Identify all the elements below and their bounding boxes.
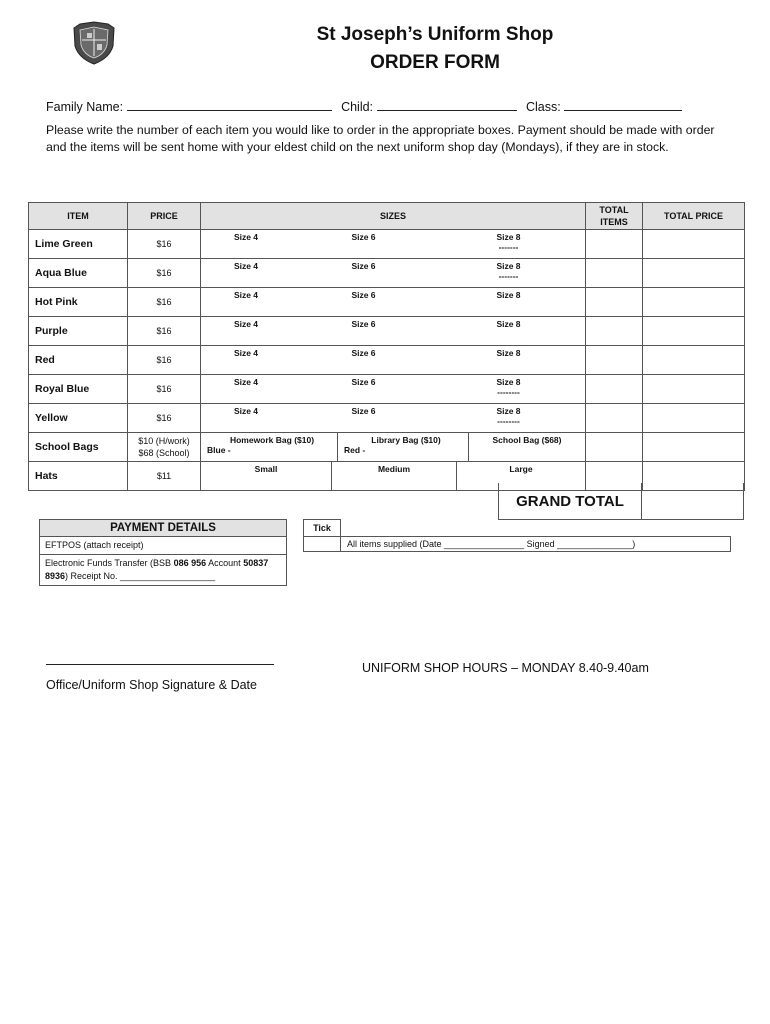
order-table (28, 202, 745, 491)
item-price: $16 (128, 259, 201, 288)
size-8-note: -------- (497, 416, 520, 426)
total-price-field[interactable] (643, 259, 745, 288)
size-8-note: -------- (497, 387, 520, 397)
size-8-field[interactable]: Size 8 (496, 290, 521, 300)
item-price: $16 (128, 346, 201, 375)
table-row (29, 346, 745, 375)
table-row (29, 230, 745, 259)
shop-hours: UNIFORM SHOP HOURS – MONDAY 8.40-9.40am (362, 661, 649, 675)
total-items-field[interactable] (586, 433, 643, 462)
item-name: Purple (29, 317, 128, 346)
size-4-field[interactable]: Size 4 (233, 319, 259, 329)
table-row (29, 404, 745, 433)
header-total-price: TOTAL PRICE (643, 203, 745, 230)
size-8-field[interactable]: Size 8 -------- (436, 375, 581, 403)
size-4-field[interactable]: Size 4 (233, 232, 259, 242)
class-label: Class: (526, 100, 561, 114)
item-price: $16 (128, 230, 201, 259)
family-details-fields (46, 98, 688, 114)
payment-details-box (39, 519, 287, 586)
total-items-field[interactable] (586, 375, 643, 404)
grand-total-box (498, 483, 744, 520)
total-price-field[interactable] (643, 404, 745, 433)
sizes-cell (201, 288, 586, 317)
hat-medium-field[interactable]: Medium (331, 462, 456, 490)
bag-types-cell (201, 433, 586, 462)
item-name: Hot Pink (29, 288, 128, 317)
total-price-field[interactable] (643, 230, 745, 259)
family-name-label: Family Name: (46, 100, 124, 114)
total-items-field[interactable] (586, 288, 643, 317)
total-items-field[interactable] (586, 259, 643, 288)
item-price: $11 (128, 462, 201, 491)
table-header-row (29, 203, 745, 230)
sizes-cell (201, 259, 586, 288)
school-bag-field[interactable]: School Bag ($68) (468, 433, 585, 461)
bsb-number: 086 956 (173, 558, 207, 568)
size-8-field[interactable]: Size 8 ------- (436, 230, 581, 258)
size-4-field[interactable]: Size 4 (233, 406, 259, 416)
size-6-field[interactable]: Size 6 (351, 348, 376, 358)
item-name: Hats (29, 462, 128, 491)
table-row (29, 375, 745, 404)
header-sizes: SIZES (201, 203, 586, 230)
size-6-field[interactable]: Size 6 (351, 232, 376, 242)
size-6-field[interactable]: Size 6 (351, 406, 376, 416)
total-items-field[interactable] (586, 317, 643, 346)
size-8-field[interactable]: Size 8 (496, 319, 521, 329)
instructions-text: Please write the number of each item you would like to order in the appropriate boxes. Payment should be made with order and the items will be sent home with your eldest child on the next uniform shop day (Mondays), if they are in stock. (46, 123, 715, 154)
item-price: $16 (128, 288, 201, 317)
item-name: School Bags (29, 433, 128, 462)
header-item: ITEM (29, 203, 128, 230)
form-title: St Joseph’s Uniform Shop (316, 24, 554, 45)
sizes-cell (201, 317, 586, 346)
form-subtitle: ORDER FORM (370, 52, 500, 73)
item-name: Yellow (29, 404, 128, 433)
size-8-field[interactable]: Size 8 -------- (436, 404, 581, 432)
sizes-cell (201, 346, 586, 375)
signature-line[interactable] (46, 664, 274, 665)
items-supplied-text: All items supplied (Date ________________ Signed _______________) (347, 539, 636, 549)
size-4-field[interactable]: Size 4 (233, 377, 259, 387)
tick-checkbox[interactable] (304, 537, 341, 551)
item-name: Aqua Blue (29, 259, 128, 288)
payment-eftpos-option: EFTPOS (attach receipt) (45, 540, 144, 550)
total-price-field[interactable] (643, 346, 745, 375)
receipt-number-field[interactable]: ) Receipt No. ___________________ (65, 571, 216, 581)
table-row-school-bags (29, 433, 745, 462)
item-name: Red (29, 346, 128, 375)
size-4-field[interactable]: Size 4 (233, 261, 259, 271)
header-total-items: TOTAL ITEMS (586, 203, 643, 230)
size-6-field[interactable]: Size 6 (351, 261, 376, 271)
table-row (29, 259, 745, 288)
total-items-field[interactable] (586, 230, 643, 259)
library-bag-field[interactable]: Library Bag ($10) Red - (337, 433, 468, 461)
total-items-field[interactable] (586, 346, 643, 375)
tick-header: Tick (303, 519, 341, 536)
item-price: $10 (H/work) $68 (School) (128, 433, 201, 462)
item-price: $16 (128, 404, 201, 433)
hat-small-field[interactable]: Small (254, 464, 278, 474)
child-label: Child: (341, 100, 374, 114)
homework-bag-field[interactable]: Homework Bag ($10) Blue - (207, 435, 315, 455)
signature-label: Office/Uniform Shop Signature & Date (46, 678, 257, 692)
item-name: Royal Blue (29, 375, 128, 404)
child-field[interactable] (377, 98, 517, 111)
size-8-field[interactable]: Size 8 ------- (436, 259, 581, 287)
family-name-field[interactable] (127, 98, 332, 111)
items-supplied-box (303, 519, 731, 552)
sizes-cell (201, 375, 586, 404)
size-8-field[interactable]: Size 8 (496, 348, 521, 358)
header-price: PRICE (128, 203, 201, 230)
size-6-field[interactable]: Size 6 (351, 319, 376, 329)
size-8-note: ------- (498, 242, 519, 252)
account-number: 50837 8936 (45, 558, 269, 581)
item-price: $16 (128, 317, 201, 346)
item-name: Lime Green (29, 230, 128, 259)
size-4-field[interactable]: Size 4 (233, 348, 259, 358)
total-price-field[interactable] (643, 317, 745, 346)
hat-large-field[interactable]: Large (456, 462, 585, 490)
total-price-field[interactable] (643, 288, 745, 317)
total-price-field[interactable] (643, 375, 745, 404)
sizes-cell (201, 404, 586, 433)
size-4-field[interactable]: Size 4 (233, 290, 259, 300)
item-price: $16 (128, 375, 201, 404)
payment-eft-option: Electronic Funds Transfer (BSB 086 956 Account 50837 8936) Receipt No. ___________________ (40, 554, 286, 585)
size-6-field[interactable]: Size 6 (351, 290, 376, 300)
size-8-note: ------- (498, 271, 519, 281)
table-row (29, 317, 745, 346)
grand-total-field[interactable] (642, 483, 743, 519)
class-field[interactable] (564, 98, 682, 111)
sizes-cell (201, 230, 586, 259)
grand-total-label: GRAND TOTAL (499, 483, 642, 519)
total-items-field[interactable] (586, 404, 643, 433)
payment-details-title: PAYMENT DETAILS (40, 520, 286, 537)
table-row (29, 288, 745, 317)
size-6-field[interactable]: Size 6 (351, 377, 376, 387)
total-price-field[interactable] (643, 433, 745, 462)
